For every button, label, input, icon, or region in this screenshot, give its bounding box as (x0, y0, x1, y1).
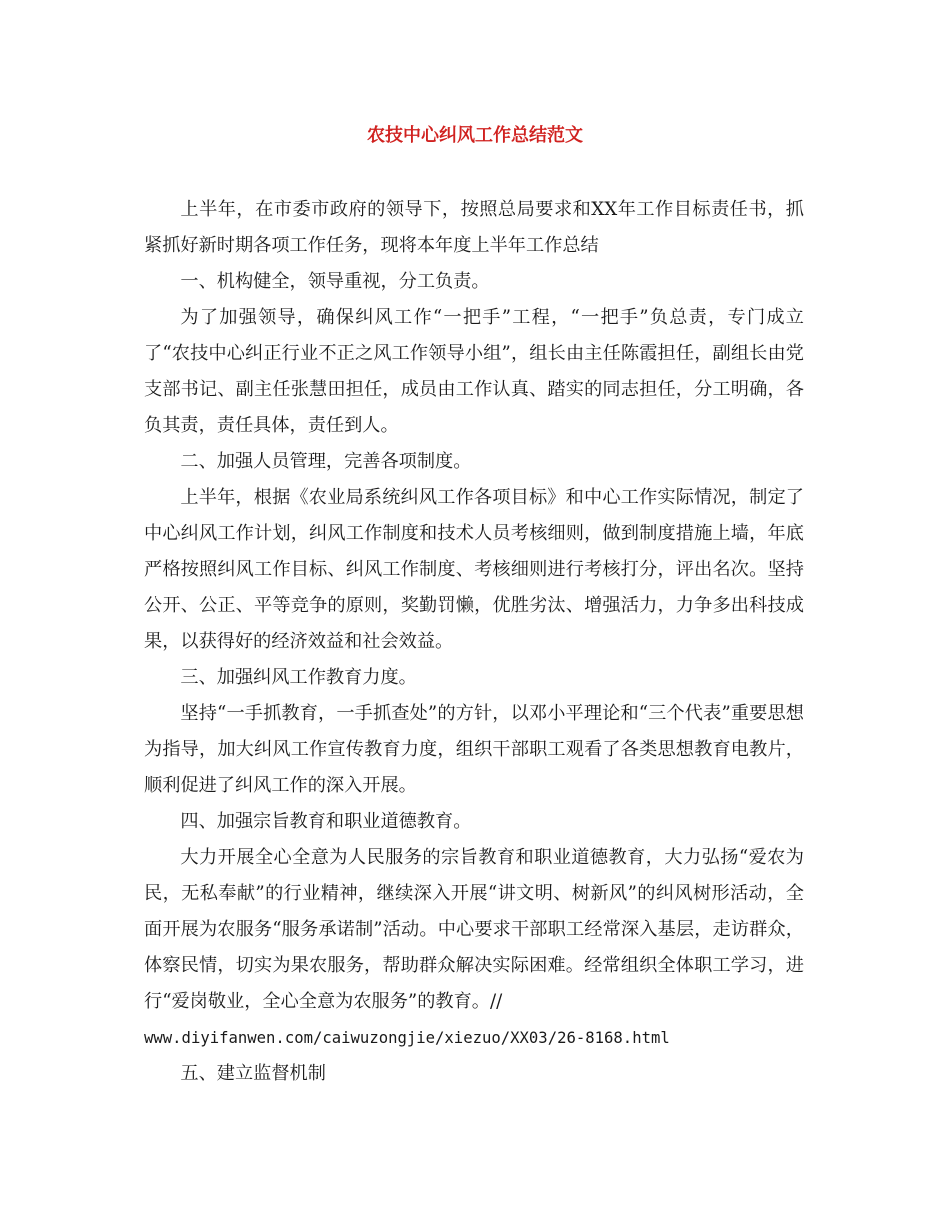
section-heading-3: 三、加强纠风工作教育力度。 (180, 667, 417, 688)
paragraph-section-3: 坚持“一手抓教育，一手抓查处”的方针，以邓小平理论和“三个代表”重要思想为指导，加大纠风工作宣传教育力度，组织干部职工观看了各类思想教育电教片，顺利促进了纠风工作的深入开展。 (144, 703, 804, 796)
document-body (144, 192, 804, 1092)
section-heading-1: 一、机构健全，领导重视，分工负责。 (180, 271, 490, 292)
section-heading-2: 二、加强人员管理，完善各项制度。 (180, 451, 472, 472)
document-title: 农技中心纠风工作总结范文 (367, 125, 583, 146)
paragraph-section-2: 上半年，根据《农业局系统纠风工作各项目标》和中心工作实际情况，制定了中心纠风工作计划，纠风工作制度和技术人员考核细则，做到制度措施上墙，年底严格按照纠风工作目标、纠风工作制度、考核细则进行考核打分，评出名次。坚持公开、公正、平等竞争的原则，奖勤罚懒，优胜劣汰、增强活力，力争多出科技成果，以获得好的经济效益和社会效益。 (144, 487, 804, 652)
section-heading-4: 四、加强宗旨教育和职业道德教育。 (180, 811, 472, 832)
source-url-line: www.diyifanwen.com/caiwuzongjie/xiezuo/XX03/26-8168.html (144, 1029, 670, 1047)
section-heading-5: 五、建立监督机制 (180, 1063, 326, 1084)
paragraph-intro: 上半年，在市委市政府的领导下，按照总局要求和XX年工作目标责任书，抓紧抓好新时期各项工作任务，现将本年度上半年工作总结 (144, 199, 804, 256)
paragraph-section-4: 大力开展全心全意为人民服务的宗旨教育和职业道德教育，大力弘扬“爱农为民，无私奉献”的行业精神，继续深入开展“讲文明、树新风”的纠风树形活动，全面开展为农服务“服务承诺制”活动。中心要求干部职工经常深入基层，走访群众，体察民情，切实为果农服务，帮助群众解决实际困难。经常组织全体职工学习，进行“爱岗敬业，全心全意为农服务”的教育。// (144, 847, 804, 1012)
paragraph-section-1: 为了加强领导，确保纠风工作“一把手”工程，“一把手”负总责，专门成立了“农技中心纠正行业不正之风工作领导小组”，组长由主任陈霞担任，副组长由党支部书记、副主任张慧田担任，成员由工作认真、踏实的同志担任，分工明确，各负其责，责任具体，责任到人。 (144, 307, 804, 436)
